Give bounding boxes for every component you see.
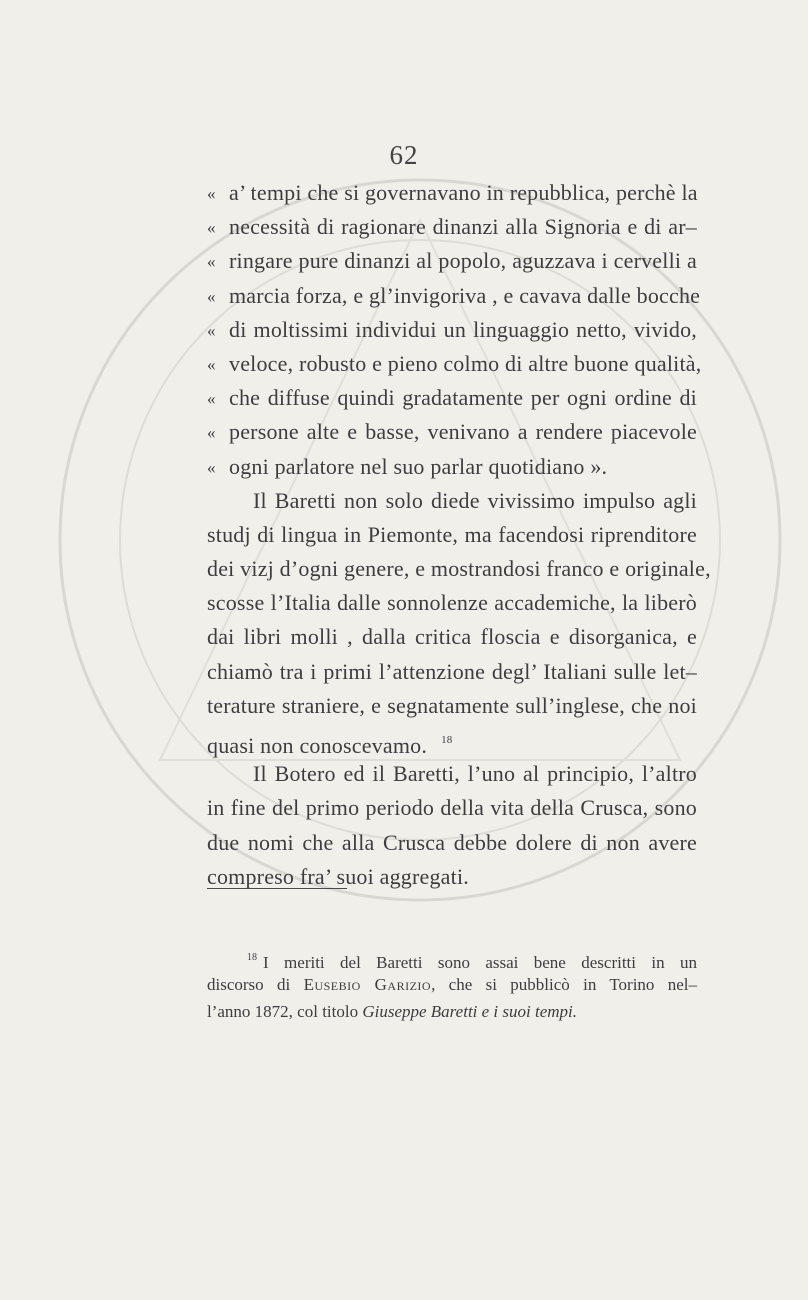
- quote-mark: «: [207, 218, 216, 238]
- text-line: scosse l’Italia dalle sonnolenze accademiche, la liberò: [207, 590, 697, 616]
- text-line: « ringare pure dinanzi al popolo, aguzzava i cervelli a: [207, 244, 697, 278]
- body-text: [207, 176, 711, 894]
- text-line: « a’ tempi che si governavano in repubblica, perchè la: [207, 176, 697, 210]
- author-name: Eusebio Garizio: [303, 975, 432, 994]
- footnote-separator: [207, 888, 347, 889]
- text-line: due nomi che alla Crusca debbe dolere di non avere: [207, 829, 697, 855]
- text-line: terature straniere, e segnatamente sull’inglese, che noi: [207, 692, 697, 718]
- book-title: Giuseppe Baretti e i suoi tempi.: [362, 1002, 578, 1021]
- footnote-line: discorso di Eusebio Garizio, che si pubblicò in Torino nel–: [207, 975, 698, 994]
- text-line: dei vizj d’ogni genere, e mostrandosi franco e originale,: [207, 556, 711, 582]
- text-line: compreso fra’ suoi aggregati.: [207, 863, 469, 889]
- text-line: « necessità di ragionare dinanzi alla Signoria e di ar–: [207, 210, 697, 244]
- text-line: studj di lingua in Piemonte, ma facendosi riprenditore: [207, 521, 697, 547]
- footnote-line: $^{18}$ I meriti del Baretti sono assai bene descritti in un: [247, 952, 697, 972]
- text-line: in fine del primo periodo della vita della Crusca, sono: [207, 795, 697, 821]
- paragraph-baretti: [207, 484, 711, 758]
- quote-mark: «: [207, 389, 216, 409]
- text-line: dai libri molli , dalla critica floscia e disorganica, e: [207, 624, 697, 650]
- quoted-passage: [207, 176, 702, 484]
- text-line: Il Botero ed il Baretti, l’uno al principio, l’altro: [253, 761, 697, 787]
- quote-mark: «: [207, 457, 216, 477]
- text-line: Il Baretti non solo diede vivissimo impulso agli: [253, 487, 697, 513]
- text-line: « ogni parlatore nel suo parlar quotidiano ».: [207, 450, 697, 484]
- text-line: « marcia forza, e gl’invigoriva , e cavava dalle bocche: [207, 279, 697, 313]
- quote-mark: «: [207, 423, 216, 443]
- text-line: quasi non conoscevamo. $^{18}$: [207, 733, 453, 758]
- text-line: « veloce, robusto e pieno colmo di altre buone qualità,: [207, 347, 697, 381]
- footnote-line: l’anno 1872, col titolo Giuseppe Baretti e i suoi tempi.: [207, 1002, 578, 1021]
- text-line: chiamò tra i primi l’attenzione degl’ Italiani sulle let–: [207, 658, 697, 684]
- paragraph-botero: [207, 757, 697, 894]
- text-line: « di moltissimi individui un linguaggio netto, vivido,: [207, 313, 697, 347]
- page-number: 62: [389, 140, 419, 170]
- text-line: « persone alte e basse, venivano a rendere piacevole: [207, 415, 697, 449]
- quote-mark: «: [207, 286, 216, 306]
- quote-mark: «: [207, 184, 216, 203]
- footnote-reference: 18: [441, 734, 453, 746]
- quote-mark: «: [207, 354, 216, 374]
- quote-mark: «: [207, 320, 216, 340]
- footnote: [207, 944, 697, 1025]
- text-line: « che diffuse quindi gradatamente per ogni ordine di: [207, 381, 697, 415]
- quote-mark: «: [207, 252, 216, 272]
- footnote-number: 18: [247, 952, 257, 963]
